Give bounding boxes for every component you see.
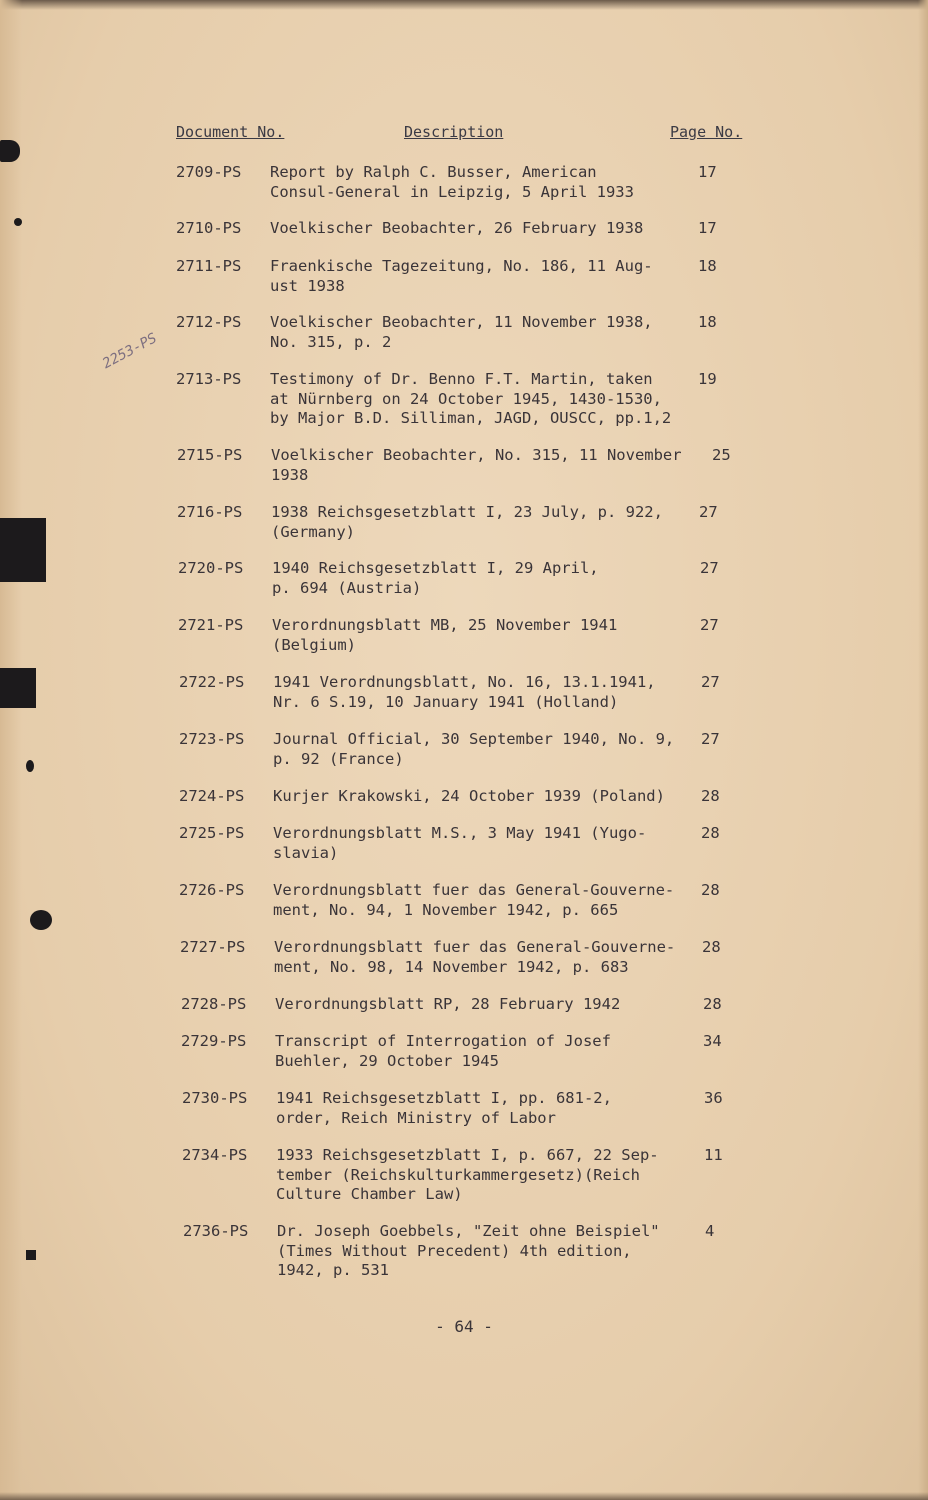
document-description: Fraenkische Tagezeitung, No. 186, 11 Aug- ust 1938 — [270, 257, 653, 295]
document-description: Verordnungsblatt fuer das General-Gouverne- ment, No. 94, 1 November 1942, p. 665 — [273, 881, 675, 919]
document-description: Verordnungsblatt MB, 25 November 1941 (Belgium) — [272, 616, 618, 654]
page-reference: 28 — [701, 881, 720, 899]
page-number: - 64 - — [435, 1317, 493, 1336]
document-description: 1941 Reichsgesetzblatt I, pp. 681-2, order, Reich Ministry of Labor — [276, 1089, 612, 1127]
page-reference: 34 — [703, 1032, 722, 1050]
binding-mark — [30, 910, 52, 930]
document-number: 2710-PS — [176, 219, 242, 237]
document-description: Verordnungsblatt fuer das General-Gouverne- ment, No. 98, 14 November 1942, p. 683 — [274, 938, 676, 976]
handwritten-margin-note: 2253-PS — [100, 330, 160, 373]
page-reference: 28 — [703, 995, 722, 1013]
page-reference: 36 — [704, 1089, 723, 1107]
document-number: 2711-PS — [176, 257, 242, 275]
document-number: 2715-PS — [177, 446, 243, 464]
binding-mark — [0, 518, 46, 582]
document-description: 1938 Reichsgesetzblatt I, 23 July, p. 922, (Germany) — [271, 503, 663, 541]
document-description: Journal Official, 30 September 1940, No. 9, p. 92 (France) — [273, 730, 675, 768]
column-header-document-no: Document No. — [176, 123, 285, 141]
document-description: Voelkischer Beobachter, 11 November 1938, No. 315, p. 2 — [270, 313, 653, 351]
document-number: 2721-PS — [178, 616, 244, 634]
document-description: Dr. Joseph Goebbels, "Zeit ohne Beispiel" (Times Without Precedent) 4th edition, 1942, p. 531 — [277, 1222, 660, 1279]
binding-mark — [26, 1250, 36, 1260]
document-number: 2712-PS — [176, 313, 242, 331]
document-number: 2729-PS — [181, 1032, 247, 1050]
page-reference: 25 — [712, 446, 731, 464]
document-number: 2722-PS — [179, 673, 245, 691]
document-description: 1933 Reichsgesetzblatt I, p. 667, 22 Sep- tember (Reichskulturkammergesetz)(Reich Culture Chamber Law) — [276, 1146, 659, 1203]
page-reference: 27 — [701, 730, 720, 748]
document-number: 2723-PS — [179, 730, 245, 748]
document-description: Kurjer Krakowski, 24 October 1939 (Poland) — [273, 787, 665, 805]
page-reference: 17 — [698, 219, 717, 237]
page-reference: 27 — [700, 616, 719, 634]
column-header-page-no: Page No. — [670, 123, 743, 141]
document-number: 2736-PS — [183, 1222, 249, 1240]
document-description: Testimony of Dr. Benno F.T. Martin, taken at Nürnberg on 24 October 1945, 1430-1530, by Major B.D. Silliman, JAGD, OUSCC, pp.1,2 — [270, 370, 672, 427]
page-reference: 19 — [698, 370, 717, 388]
binding-mark — [0, 668, 36, 708]
page-reference: 27 — [700, 559, 719, 577]
document-number: 2727-PS — [180, 938, 246, 956]
document-number: 2720-PS — [178, 559, 244, 577]
document-number: 2726-PS — [179, 881, 245, 899]
document-description: Transcript of Interrogation of Josef Buehler, 29 October 1945 — [275, 1032, 611, 1070]
document-number: 2724-PS — [179, 787, 245, 805]
page-reference: 4 — [705, 1222, 715, 1240]
document-description: Report by Ralph C. Busser, American Consul-General in Leipzig, 5 April 1933 — [270, 163, 634, 201]
page-reference: 28 — [702, 938, 721, 956]
scan-right-edge — [918, 0, 928, 1500]
binding-mark — [0, 140, 20, 162]
document-number: 2734-PS — [182, 1146, 248, 1164]
page-reference: 27 — [701, 673, 720, 691]
document-description: Voelkischer Beobachter, 26 February 1938 — [270, 219, 644, 237]
document-description: Verordnungsblatt M.S., 3 May 1941 (Yugo- slavia) — [273, 824, 647, 862]
binding-mark — [26, 760, 34, 772]
page-reference: 17 — [698, 163, 717, 181]
document-number: 2728-PS — [181, 995, 247, 1013]
page-reference: 18 — [698, 257, 717, 275]
page-reference: 18 — [698, 313, 717, 331]
document-number: 2725-PS — [179, 824, 245, 842]
binding-mark — [14, 218, 22, 226]
page-reference: 28 — [701, 787, 720, 805]
page-reference: 11 — [704, 1146, 723, 1164]
scan-top-edge — [0, 0, 928, 10]
scan-bottom-edge — [0, 1492, 928, 1500]
page-reference: 28 — [701, 824, 720, 842]
document-number: 2709-PS — [176, 163, 242, 181]
document-description: 1940 Reichsgesetzblatt I, 29 April, p. 694 (Austria) — [272, 559, 599, 597]
document-description: Verordnungsblatt RP, 28 February 1942 — [275, 995, 621, 1013]
page-reference: 27 — [699, 503, 718, 521]
document-number: 2716-PS — [177, 503, 243, 521]
document-description: Voelkischer Beobachter, No. 315, 11 November 1938 — [271, 446, 682, 484]
column-header-description: Description — [404, 123, 504, 141]
document-number: 2730-PS — [182, 1089, 248, 1107]
document-number: 2713-PS — [176, 370, 242, 388]
document-description: 1941 Verordnungsblatt, No. 16, 13.1.1941, Nr. 6 S.19, 10 January 1941 (Holland) — [273, 673, 656, 711]
